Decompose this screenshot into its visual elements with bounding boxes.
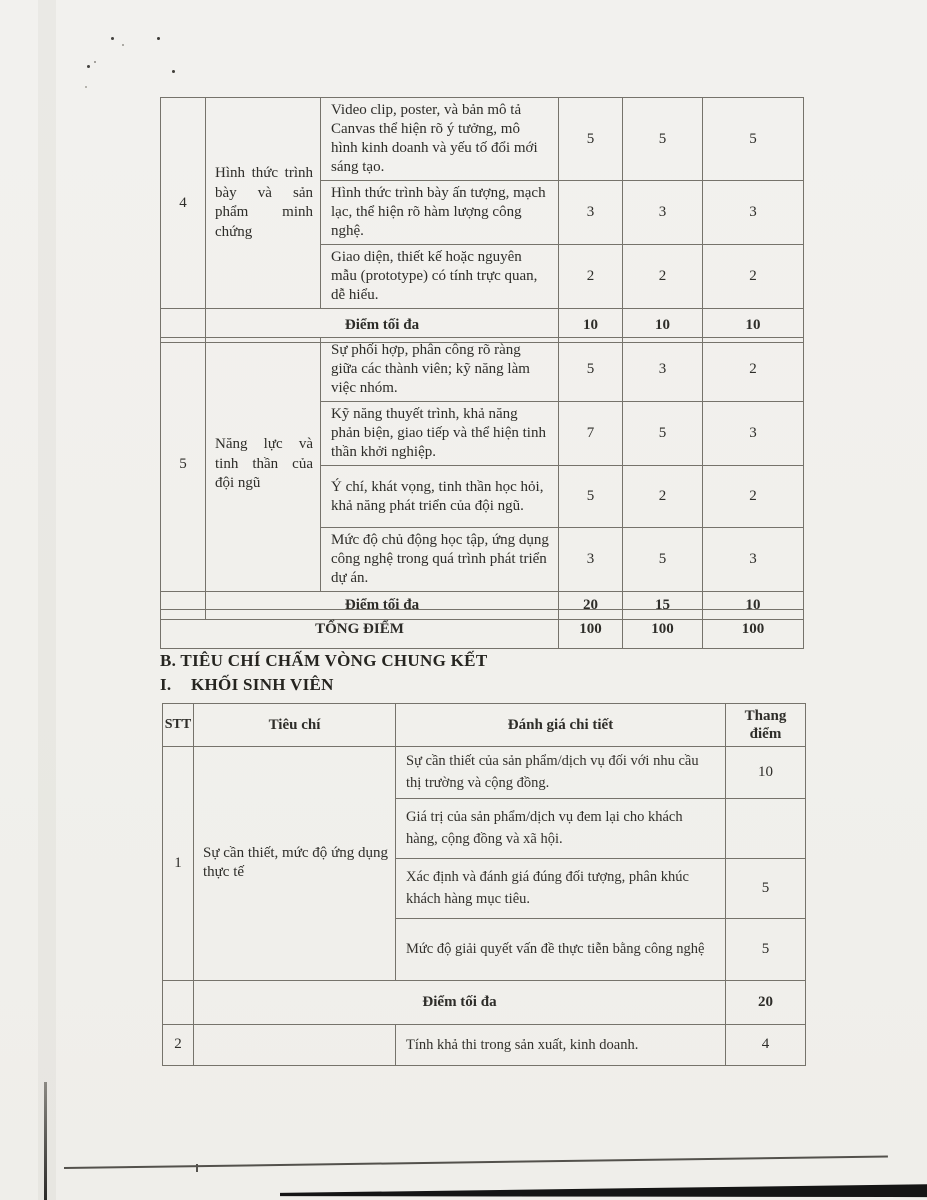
table-row <box>161 98 804 181</box>
table-row <box>163 1024 806 1065</box>
max-score-cell: 10 <box>623 309 703 343</box>
detail-cell: Kỹ năng thuyết trình, khả năng phản biện, giao tiếp và thể hiện tinh thần khởi nghiệp. <box>321 402 559 466</box>
score-cell: 2 <box>703 245 804 309</box>
scan-speck <box>85 86 87 88</box>
round2-total-row-table <box>160 609 804 649</box>
scan-speck <box>157 37 160 40</box>
detail-cell: Mức độ chủ động học tập, ứng dụng công nghệ trong quá trình phát triển dự án. <box>321 528 559 592</box>
scan-tick <box>196 1164 198 1172</box>
detail-cell: Sự cần thiết của sản phẩm/dịch vụ đối với nhu cầu thị trường và cộng đồng. <box>396 747 726 799</box>
score-cell: 2 <box>559 245 623 309</box>
section-i-title: KHỐI SINH VIÊN <box>191 675 334 694</box>
section-b-heading: B. TIÊU CHÍ CHẤM VÒNG CHUNG KẾT <box>160 651 488 670</box>
max-score-cell: 10 <box>559 309 623 343</box>
table-row <box>163 747 806 799</box>
empty-cell <box>194 1024 396 1065</box>
score-cell: 3 <box>703 181 804 245</box>
score-cell: 3 <box>623 181 703 245</box>
header-scale: Thang điểm <box>726 704 806 747</box>
criterion-cell: Năng lực và tinh thần của đội ngũ <box>206 338 321 592</box>
score-cell: 5 <box>623 98 703 181</box>
scan-speck <box>111 37 114 40</box>
max-label-cell: Điểm tối đa <box>206 592 559 620</box>
round2-scoring-table-section-5 <box>160 337 804 620</box>
score-cell: 7 <box>559 402 623 466</box>
max-score-cell: 20 <box>726 980 806 1024</box>
final-round-student-table <box>162 703 806 1066</box>
section-i-prefix: I. <box>160 675 172 694</box>
header-row <box>163 704 806 747</box>
score-cell: 3 <box>623 338 703 402</box>
max-score-row <box>163 980 806 1024</box>
max-score-cell: 10 <box>703 309 804 343</box>
score-cell: 2 <box>703 338 804 402</box>
header-criterion: Tiêu chí <box>194 704 396 747</box>
section-i-heading <box>160 675 334 695</box>
max-score-cell: 15 <box>623 592 703 620</box>
table-row <box>161 338 804 402</box>
stt-cell: 4 <box>161 98 206 309</box>
scan-speck <box>122 44 124 46</box>
scan-line <box>64 1155 888 1169</box>
stt-cell: 5 <box>161 338 206 592</box>
detail-cell: Giá trị của sản phẩm/dịch vụ đem lại cho khách hàng, cộng đồng và xã hội. <box>396 798 726 858</box>
score-cell: 2 <box>623 245 703 309</box>
max-label-cell: Điểm tối đa <box>206 309 559 343</box>
score-cell <box>726 798 806 858</box>
scan-speck <box>172 70 175 73</box>
header-detail: Đánh giá chi tiết <box>396 704 726 747</box>
scan-left-bar <box>44 1082 47 1200</box>
score-cell: 5 <box>559 338 623 402</box>
empty-cell <box>163 980 194 1024</box>
round2-scoring-table-section-4 <box>160 97 804 343</box>
score-cell: 5 <box>703 98 804 181</box>
detail-cell: Hình thức trình bày ấn tượng, mạch lạc, thể hiện rõ hàm lượng công nghệ. <box>321 181 559 245</box>
scan-speck <box>87 65 90 68</box>
score-cell: 3 <box>559 181 623 245</box>
total-label-cell: TỔNG ĐIỂM <box>161 610 559 649</box>
max-score-cell: 20 <box>559 592 623 620</box>
detail-cell: Mức độ giải quyết vấn đề thực tiễn bằng công nghệ <box>396 918 726 980</box>
score-cell: 2 <box>703 466 804 528</box>
scan-edge-shade <box>38 0 56 1200</box>
detail-cell: Video clip, poster, và bản mô tả Canvas thể hiện rõ ý tưởng, mô hình kinh doanh và yếu tố đổi mới sáng tạo. <box>321 98 559 181</box>
stt-cell: 1 <box>163 747 194 981</box>
score-cell: 5 <box>623 402 703 466</box>
detail-cell: Xác định và đánh giá đúng đối tượng, phân khúc khách hàng mục tiêu. <box>396 858 726 918</box>
scan-speck <box>94 61 96 63</box>
header-stt: STT <box>163 704 194 747</box>
max-label-cell: Điểm tối đa <box>194 980 726 1024</box>
scan-bottom-wedge <box>280 1183 927 1199</box>
total-score-cell: 100 <box>703 610 804 649</box>
total-score-cell: 100 <box>623 610 703 649</box>
score-cell: 5 <box>726 858 806 918</box>
detail-cell: Giao diện, thiết kế hoặc nguyên mẫu (prototype) có tính trực quan, dễ hiểu. <box>321 245 559 309</box>
total-row <box>161 610 804 649</box>
detail-cell: Ý chí, khát vọng, tinh thần học hỏi, khả năng phát triển của đội ngũ. <box>321 466 559 528</box>
max-score-cell: 10 <box>703 592 804 620</box>
score-cell: 3 <box>703 402 804 466</box>
score-cell: 10 <box>726 747 806 799</box>
total-score-cell: 100 <box>559 610 623 649</box>
criterion-cell: Sự cần thiết, mức độ ứng dụng thực tế <box>194 747 396 981</box>
criterion-cell: Hình thức trình bày và sản phẩm minh chứng <box>206 98 321 309</box>
score-cell: 5 <box>726 918 806 980</box>
score-cell: 2 <box>623 466 703 528</box>
score-cell: 5 <box>559 98 623 181</box>
detail-cell: Tính khả thi trong sản xuất, kinh doanh. <box>396 1024 726 1065</box>
detail-cell: Sự phối hợp, phân công rõ ràng giữa các thành viên; kỹ năng làm việc nhóm. <box>321 338 559 402</box>
stt-cell: 2 <box>163 1024 194 1065</box>
score-cell: 5 <box>623 528 703 592</box>
score-cell: 3 <box>703 528 804 592</box>
score-cell: 5 <box>559 466 623 528</box>
score-cell: 4 <box>726 1024 806 1065</box>
score-cell: 3 <box>559 528 623 592</box>
